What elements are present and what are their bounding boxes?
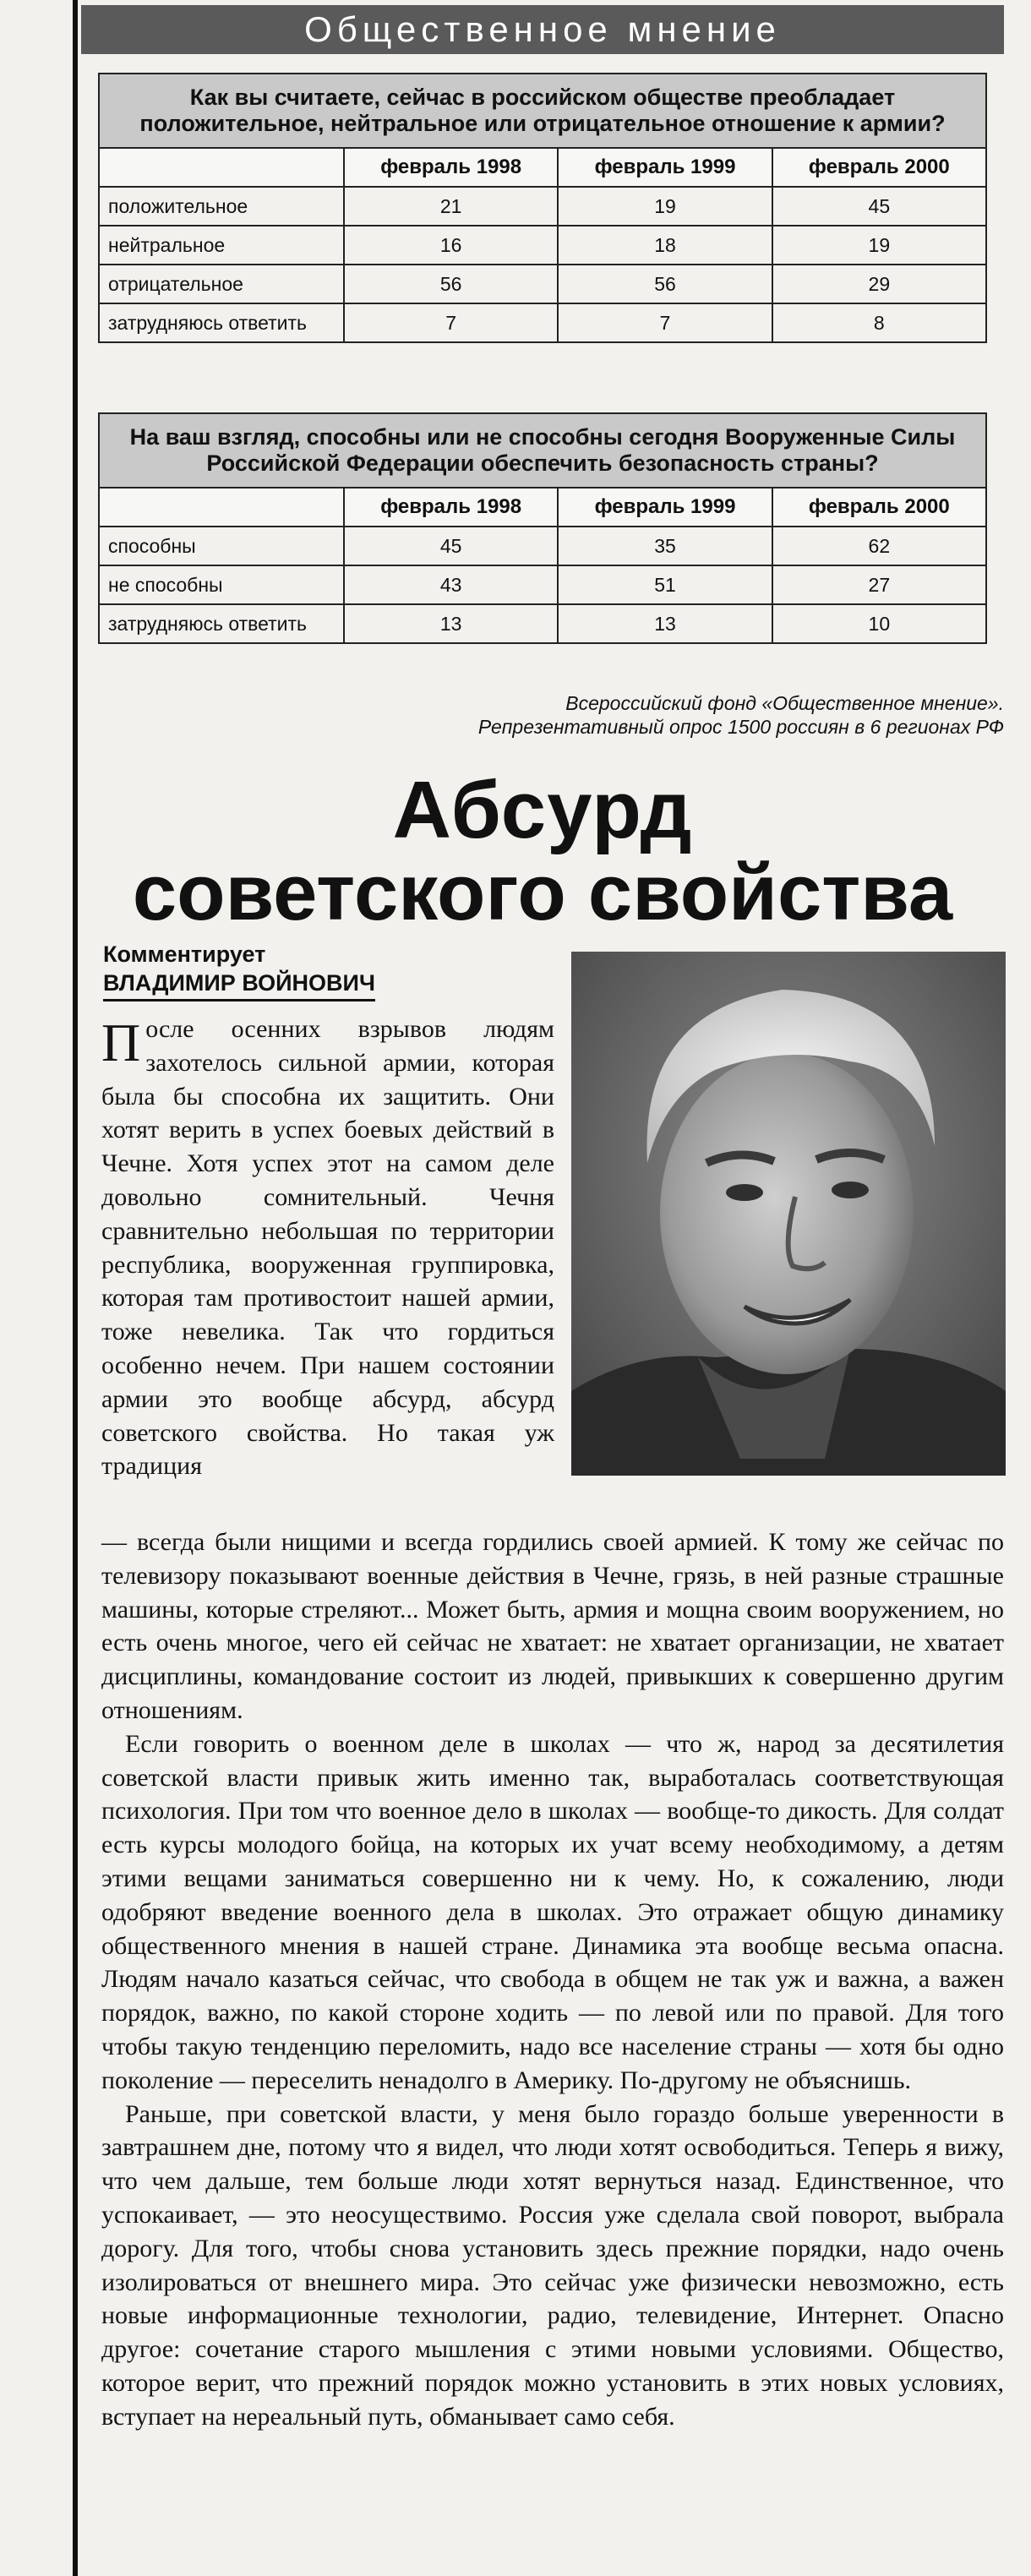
cell-value: 35 <box>558 527 772 565</box>
cell-value: 27 <box>772 565 986 604</box>
poll-column-header: февраль 1999 <box>558 148 772 187</box>
poll-column-header: февраль 1998 <box>344 488 558 527</box>
cell-value: 18 <box>558 226 772 265</box>
row-label: затрудняюсь ответить <box>99 303 344 342</box>
poll-column-header: февраль 1999 <box>558 488 772 527</box>
margin <box>0 0 73 2576</box>
cell-value: 13 <box>344 604 558 643</box>
cell-value: 7 <box>344 303 558 342</box>
table-row <box>99 527 986 565</box>
row-label: не способны <box>99 565 344 604</box>
cell-value: 19 <box>558 187 772 226</box>
byline <box>103 940 375 1001</box>
poll-column-header: февраль 2000 <box>772 488 986 527</box>
row-label: нейтральное <box>99 226 344 265</box>
table-row <box>99 604 986 643</box>
headline-line-2: советского свойства <box>132 848 953 936</box>
cell-value: 21 <box>344 187 558 226</box>
cell-value: 43 <box>344 565 558 604</box>
source-line: Всероссийский фонд «Общественное мнение». <box>565 692 1004 714</box>
photo-face <box>660 1053 914 1374</box>
cell-value: 10 <box>772 604 986 643</box>
poll-table-1 <box>98 73 987 343</box>
article-paragraph: Раньше, при советской власти, у меня было гораздо больше уверенности в завтрашнем дне, потому что я видел, что люди хотят освободиться. Теперь я вижу, что чем дальше, тем больше люди хотят вернуться назад. Единственное, что успокаивает, — это неосуществимо. Россия уже сделала свой поворот, выбрала дорогу. Для того, чтобы снова установить здесь прежние порядки, надо очень изолироваться от внешнего мира. Это сейчас уже физически невозможно, есть новые информационные технологии, радио, телевидение, Интернет. Опасно другое: сочетание старого мышления с этими новыми условиями. Общество, которое верит, что прежний порядок можно установить в этих новых условиях, вступает на нереальный путь, обманывает само себя. <box>101 2099 1004 2431</box>
cell-value: 7 <box>558 303 772 342</box>
poll-header-blank <box>99 488 344 527</box>
cell-value: 45 <box>344 527 558 565</box>
cell-value: 8 <box>772 303 986 342</box>
cell-value: 51 <box>558 565 772 604</box>
article-column-wide <box>101 1525 1004 2434</box>
poll-table-2 <box>98 412 987 644</box>
photo-eye-left <box>726 1184 763 1201</box>
poll-source <box>243 691 1004 739</box>
cell-value: 56 <box>344 265 558 303</box>
table-row <box>99 265 986 303</box>
poll-question: Как вы считаете, сейчас в российском обществе преобладает положительное, нейтральное или отрицательное отношение к армии? <box>99 74 986 148</box>
poll-header-row <box>99 488 986 527</box>
cell-value: 19 <box>772 226 986 265</box>
poll-column-header: февраль 2000 <box>772 148 986 187</box>
article-paragraph: осле осенних взрывов людям захотелось сильной армии, которая была бы способна их защитить. Они хотят верить в успех боевых действий в Чечне. Хотя успех этот на самом деле довольно сомнительный. Чечня сравнительно небольшая по территории республика, вооруженная группировка, которая там противостоит нашей армии, тоже невелика. Так что гордиться особенно нечем. При нашем состоянии армии это вообще абсурд, абсурд советского свойства. Но такая уж традиция <box>101 1015 554 1481</box>
poll-column-header: февраль 1998 <box>344 148 558 187</box>
row-label: отрицательное <box>99 265 344 303</box>
cell-value: 16 <box>344 226 558 265</box>
photo-eye-right <box>832 1182 869 1198</box>
drop-cap: П <box>101 1012 141 1072</box>
table-row <box>99 565 986 604</box>
cell-value: 56 <box>558 265 772 303</box>
article-column-narrow <box>101 1012 554 1483</box>
author-portrait-photo <box>571 952 1006 1476</box>
rubric-banner: Общественное мнение <box>81 5 1004 54</box>
article-paragraph: Если говорить о военном деле в школах — что ж, народ за десятилетия советской власти привык жить именно так, выработалась соответствующая психология. При том что военное дело в школах — вообще-то дикость. Для солдат есть курсы молодого бойца, на которых их учат всему необходимому, а детям этими вещами заниматься совершенно ни к чему. Но, к сожалению, люди одобряют введение военного дела в школах. Это отражает общую динамику общественного мнения в нашей стране. Динамика эта вообще весьма опасна. Людям начало казаться сейчас, что свобода в общем не так уж и важна, а важен порядок, важно, по какой стороне ходить — по левой или по правой. Для того чтобы такую тенденцию переломить, надо все население страны — хотя бы одно поколение — переселить ненадолго в Америку. По-другому не объяснишь. <box>101 1729 1004 2094</box>
cell-value: 13 <box>558 604 772 643</box>
byline-author: ВЛАДИМИР ВОЙНОВИЧ <box>103 969 375 1001</box>
poll-header-blank <box>99 148 344 187</box>
table-row <box>99 303 986 342</box>
cell-value: 29 <box>772 265 986 303</box>
cell-value: 45 <box>772 187 986 226</box>
row-label: затрудняюсь ответить <box>99 604 344 643</box>
table-row <box>99 226 986 265</box>
poll-question: На ваш взгляд, способны или не способны сегодня Вооруженные Силы Российской Федерации обеспечить безопасность страны? <box>99 413 986 488</box>
cell-value: 62 <box>772 527 986 565</box>
headline-line-1: Абсурд <box>392 765 693 855</box>
row-label: способны <box>99 527 344 565</box>
byline-role: Комментирует <box>103 941 266 967</box>
article-paragraph: — всегда были нищими и всегда гордились своей армией. К тому же сейчас по телевизору показывают военные действия в Чечне, грязь, в ней разные страшные машины, которые стреляют... Может быть, армия и мощна своим вооружением, но есть очень многое, чего ей сейчас не хватает: не хватает организации, не хватает дисциплины, командование состоит из людей, привыкших к совершенно другим отношениям. <box>101 1528 1004 1724</box>
poll-header-row <box>99 148 986 187</box>
source-line: Репрезентативный опрос 1500 россиян в 6 регионах РФ <box>477 716 1004 738</box>
table-row <box>99 187 986 226</box>
row-label: положительное <box>99 187 344 226</box>
